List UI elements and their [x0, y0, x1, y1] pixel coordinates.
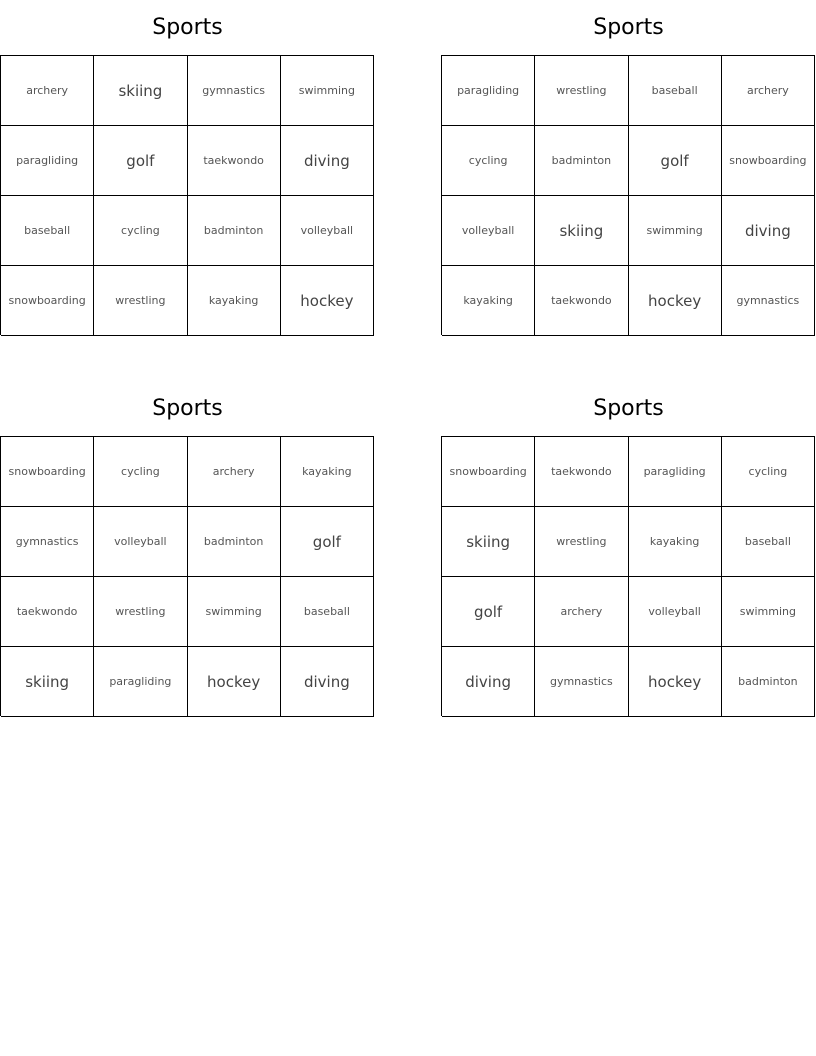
grid-row [1, 266, 374, 336]
grid-cell: badminton [188, 196, 281, 266]
grid-cell: skiing [535, 196, 628, 266]
grid-cell: cycling [94, 196, 187, 266]
grid-cell: paragliding [629, 437, 722, 507]
grid-cell: kayaking [629, 507, 722, 577]
grid-row [1, 577, 374, 647]
grid-cell: gymnastics [535, 647, 628, 717]
grid-cell: taekwondo [535, 266, 628, 336]
grid-cell: snowboarding [442, 437, 535, 507]
grid-cell: wrestling [94, 266, 187, 336]
card-title: Sports [152, 396, 223, 421]
grid-cell: snowboarding [1, 266, 94, 336]
grid-cell: baseball [629, 56, 722, 126]
grid-row [442, 196, 815, 266]
grid-cell: cycling [94, 437, 187, 507]
grid-row [442, 56, 815, 126]
grid-cell: diving [281, 647, 374, 717]
grid-row [442, 437, 815, 507]
grid-cell: volleyball [281, 196, 374, 266]
grid-cell: taekwondo [535, 437, 628, 507]
bingo-grid [441, 55, 815, 335]
grid-cell: wrestling [535, 56, 628, 126]
grid-cell: volleyball [629, 577, 722, 647]
card-title: Sports [593, 396, 664, 421]
grid-cell: wrestling [535, 507, 628, 577]
grid-cell: golf [94, 126, 187, 196]
grid-cell: golf [629, 126, 722, 196]
bingo-card-3 [0, 381, 375, 691]
grid-cell: taekwondo [1, 577, 94, 647]
grid-cell: paragliding [442, 56, 535, 126]
grid-row [1, 437, 374, 507]
grid-row [1, 196, 374, 266]
grid-cell: volleyball [94, 507, 187, 577]
grid-cell: swimming [629, 196, 722, 266]
grid-cell: archery [535, 577, 628, 647]
grid-cell: badminton [188, 507, 281, 577]
grid-cell: badminton [722, 647, 815, 717]
grid-cell: swimming [722, 577, 815, 647]
grid-cell: swimming [188, 577, 281, 647]
grid-cell: baseball [1, 196, 94, 266]
bingo-grid [441, 436, 815, 716]
grid-cell: skiing [94, 56, 187, 126]
bingo-card-2 [441, 0, 816, 310]
bingo-card-1 [0, 0, 375, 310]
grid-cell: gymnastics [1, 507, 94, 577]
grid-cell: hockey [188, 647, 281, 717]
grid-cell: paragliding [94, 647, 187, 717]
grid-cell: golf [281, 507, 374, 577]
grid-cell: kayaking [281, 437, 374, 507]
card-title: Sports [152, 15, 223, 40]
grid-row [1, 126, 374, 196]
grid-cell: volleyball [442, 196, 535, 266]
grid-cell: snowboarding [722, 126, 815, 196]
grid-cell: archery [722, 56, 815, 126]
grid-cell: baseball [722, 507, 815, 577]
grid-cell: diving [442, 647, 535, 717]
grid-cell: paragliding [1, 126, 94, 196]
grid-row [442, 266, 815, 336]
grid-row [442, 647, 815, 717]
grid-cell: hockey [629, 266, 722, 336]
grid-cell: skiing [1, 647, 94, 717]
grid-cell: baseball [281, 577, 374, 647]
grid-row [442, 507, 815, 577]
grid-cell: gymnastics [722, 266, 815, 336]
grid-cell: hockey [281, 266, 374, 336]
card-title: Sports [593, 15, 664, 40]
grid-cell: kayaking [188, 266, 281, 336]
grid-row [1, 647, 374, 717]
grid-row [442, 577, 815, 647]
grid-row [1, 56, 374, 126]
grid-cell: wrestling [94, 577, 187, 647]
grid-cell: skiing [442, 507, 535, 577]
grid-cell: kayaking [442, 266, 535, 336]
bingo-card-4 [441, 381, 816, 691]
grid-cell: diving [722, 196, 815, 266]
grid-cell: gymnastics [188, 56, 281, 126]
grid-row [1, 507, 374, 577]
grid-cell: archery [1, 56, 94, 126]
grid-cell: cycling [722, 437, 815, 507]
grid-row [442, 126, 815, 196]
bingo-grid [0, 55, 374, 335]
grid-cell: snowboarding [1, 437, 94, 507]
grid-cell: golf [442, 577, 535, 647]
grid-cell: diving [281, 126, 374, 196]
grid-cell: hockey [629, 647, 722, 717]
grid-cell: cycling [442, 126, 535, 196]
grid-cell: swimming [281, 56, 374, 126]
bingo-grid [0, 436, 374, 716]
grid-cell: badminton [535, 126, 628, 196]
grid-cell: archery [188, 437, 281, 507]
grid-cell: taekwondo [188, 126, 281, 196]
